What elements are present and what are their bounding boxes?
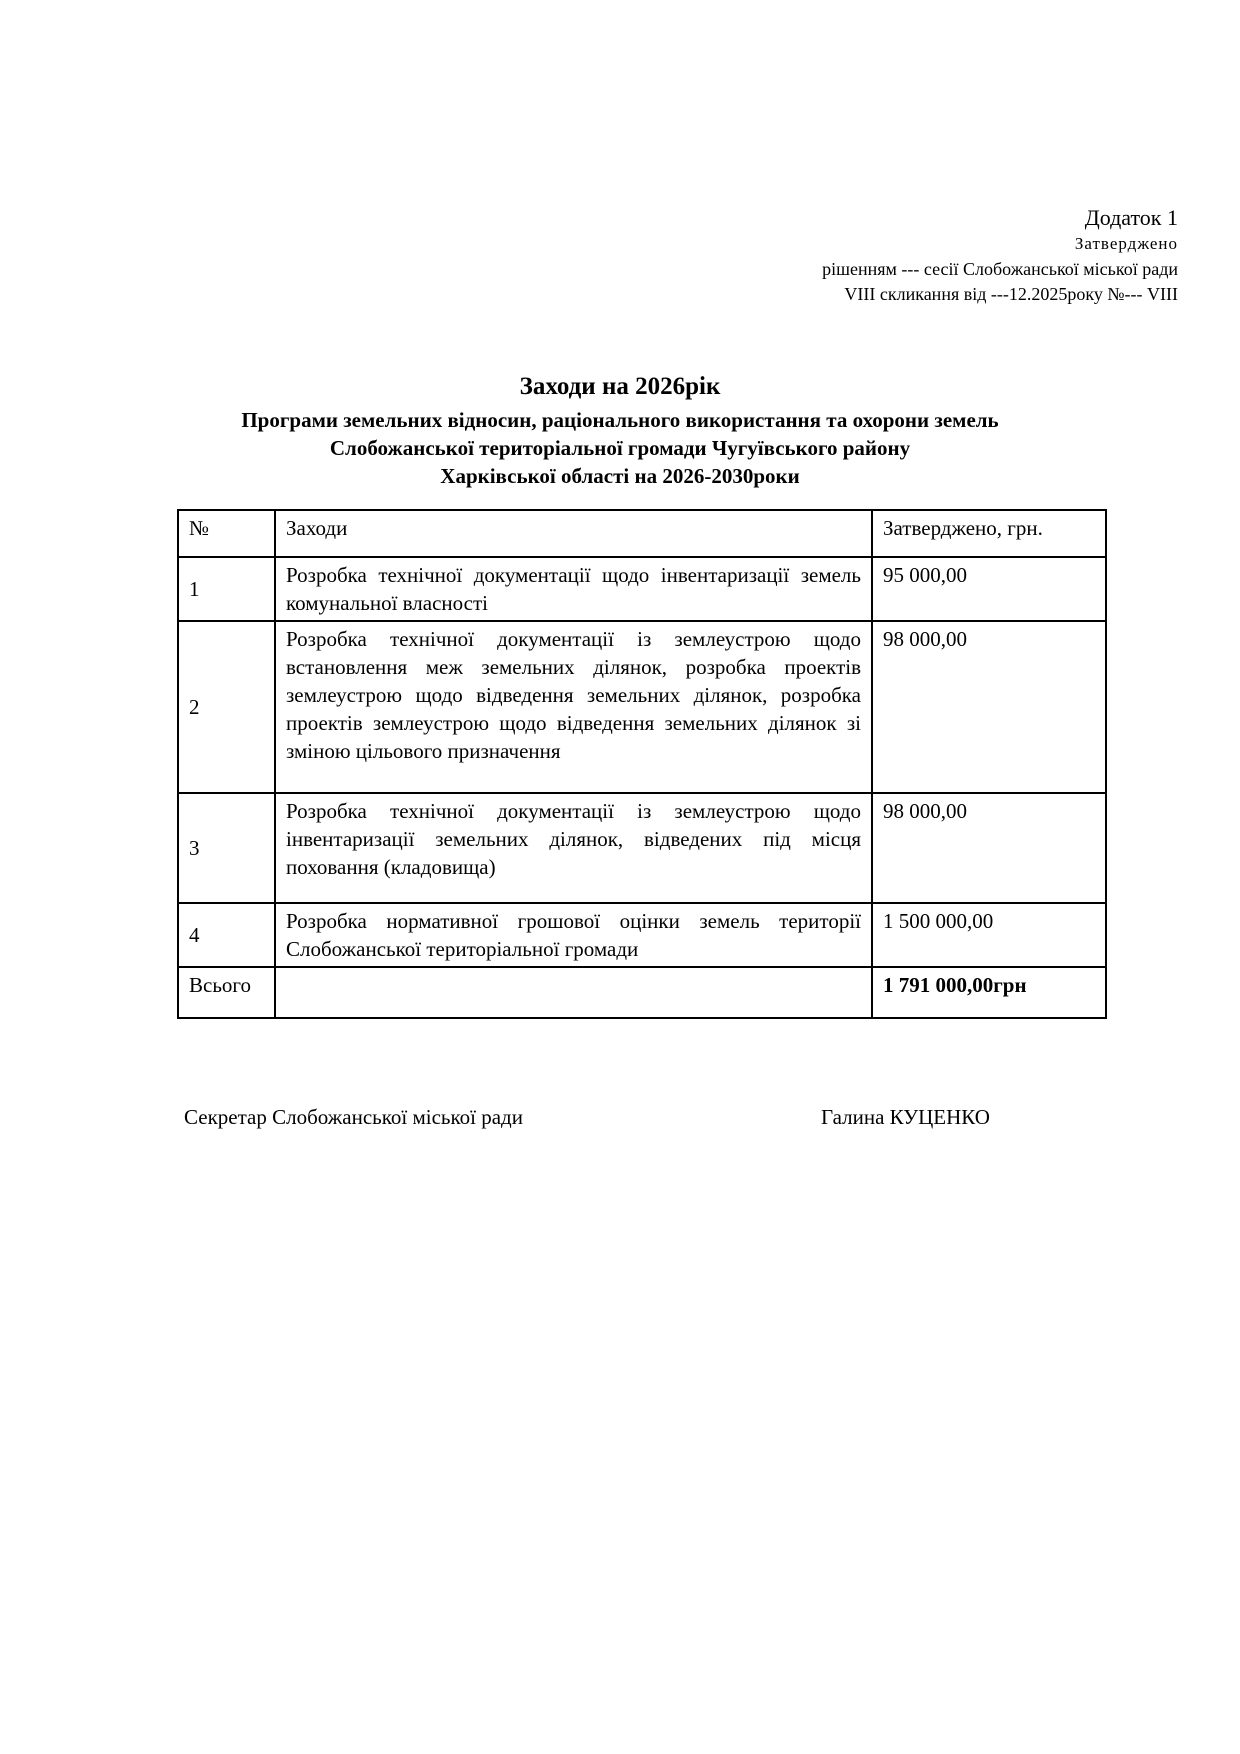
signature-name: Галина КУЦЕНКО bbox=[821, 1105, 990, 1129]
total-label: Всього bbox=[178, 967, 275, 1018]
row-amount: 98 000,00 bbox=[872, 793, 1106, 903]
subtitle-line-2: Слобожанської територіальної громади Чугуївського району bbox=[329, 436, 911, 460]
subtitle-line-3: Харківської області на 2026-2030роки bbox=[440, 464, 800, 488]
header-num: № bbox=[178, 510, 275, 557]
decision-label: рішенням --- сесії Слобожанської міської ради bbox=[822, 259, 1178, 279]
row-desc: Розробка технічної документації із землеустрою щодо встановлення меж земельних ділянок, розробка проектів землеустрою щодо відведення земельних ділянок, розробка проектів землеустрою щодо відведення земельних ділянок зі зміною цільового призначення bbox=[275, 621, 872, 793]
row-amount: 95 000,00 bbox=[872, 557, 1106, 621]
row-num: 2 bbox=[178, 621, 275, 793]
table-row bbox=[178, 621, 1106, 793]
table-row bbox=[178, 557, 1106, 621]
table-row bbox=[178, 903, 1106, 967]
table-header-row bbox=[178, 510, 1106, 557]
approved-label: Затверджено bbox=[1074, 234, 1178, 253]
subtitle-line-1: Програми земельних відносин, раціонального використання та охорони земель bbox=[241, 408, 999, 432]
appendix-label: Додаток 1 bbox=[1084, 205, 1178, 230]
row-desc: Розробка технічної документації із землеустрою щодо інвентаризації земельних ділянок, відведених під місця поховання (кладовища) bbox=[275, 793, 872, 903]
total-desc bbox=[275, 967, 872, 1018]
row-num: 1 bbox=[178, 557, 275, 621]
table-row bbox=[178, 793, 1106, 903]
convocation-label: VIII скликання від ---12.2025року №--- VIII bbox=[844, 284, 1178, 304]
header-measures: Заходи bbox=[275, 510, 872, 557]
row-amount: 1 500 000,00 bbox=[872, 903, 1106, 967]
measures-table bbox=[177, 509, 1107, 1019]
page-title: Заходи на 2026рік bbox=[519, 373, 721, 400]
row-num: 4 bbox=[178, 903, 275, 967]
row-amount: 98 000,00 bbox=[872, 621, 1106, 793]
signature-position: Секретар Слобожанської міської ради bbox=[184, 1105, 523, 1129]
header-approved: Затверджено, грн. bbox=[872, 510, 1106, 557]
row-desc: Розробка нормативної грошової оцінки земель території Слобожанської територіальної громади bbox=[275, 903, 872, 967]
total-amount: 1 791 000,00грн bbox=[872, 967, 1106, 1018]
total-row bbox=[178, 967, 1106, 1018]
row-desc: Розробка технічної документації щодо інвентаризації земель комунальної власності bbox=[275, 557, 872, 621]
row-num: 3 bbox=[178, 793, 275, 903]
